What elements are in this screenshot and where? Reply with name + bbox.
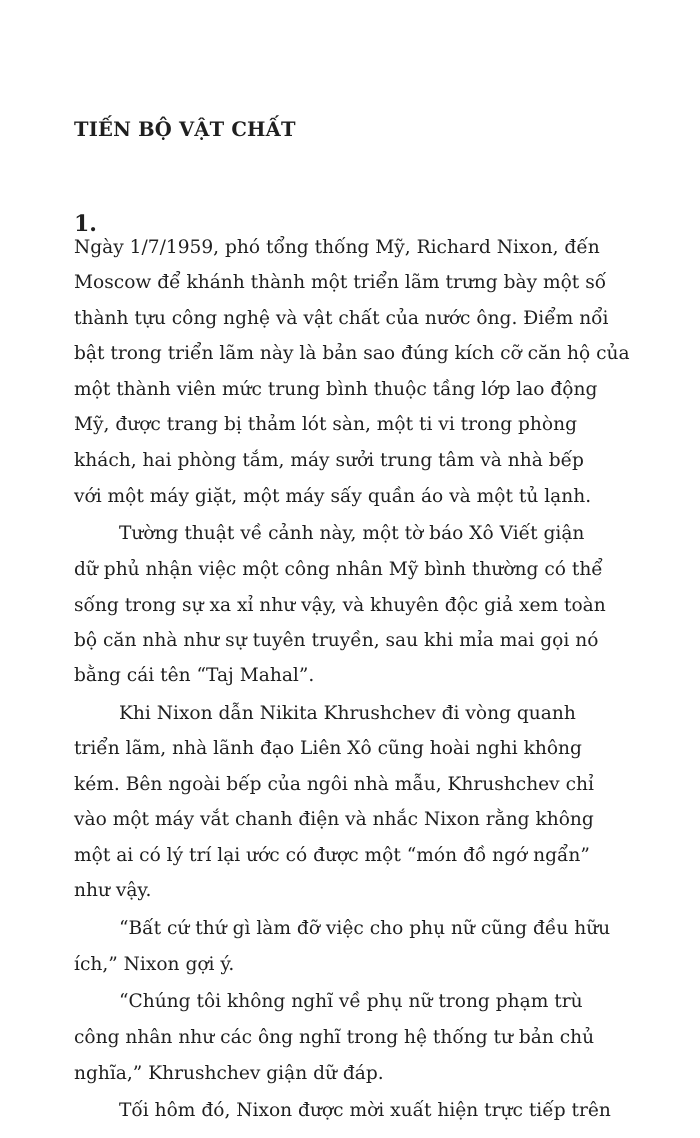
text-line: Tường thuật về cảnh này, một tờ báo Xô Viết giận [119, 523, 585, 544]
text-line: bật trong triển lãm này là bản sao đúng kích cỡ căn hộ của [74, 343, 630, 364]
text-line: sống trong sự xa xỉ như vậy, và khuyên độc giả xem toàn [74, 595, 606, 616]
text-line: thành tựu công nghệ và vật chất của nước ông. Điểm nổi [74, 308, 609, 329]
text-line: vào một máy vắt chanh điện và nhắc Nixon rằng không [74, 809, 594, 830]
text-line: Khi Nixon dẫn Nikita Khrushchev đi vòng quanh [119, 703, 576, 724]
chapter-heading: TIẾN BỘ VẬT CHẤT [74, 118, 296, 141]
text-line: một ai có lý trí lại ước có được một “món đồ ngớ ngẩn” [74, 845, 590, 866]
text-line: “Chúng tôi không nghĩ về phụ nữ trong phạm trù [119, 991, 583, 1012]
text-line: Tối hôm đó, Nixon được mời xuất hiện trực tiếp trên [119, 1100, 611, 1121]
text-line: một thành viên mức trung bình thuộc tầng lớp lao động [74, 379, 598, 400]
text-line: ích,” Nixon gợi ý. [74, 954, 235, 975]
text-line: khách, hai phòng tắm, máy sưởi trung tâm và nhà bếp [74, 450, 584, 471]
section-number: 1. [74, 211, 97, 237]
text-line: dữ phủ nhận việc một công nhân Mỹ bình thường có thể [74, 559, 603, 580]
text-line: bằng cái tên “Taj Mahal”. [74, 665, 315, 686]
text-line: Ngày 1/7/1959, phó tổng thống Mỹ, Richard Nixon, đến [74, 237, 600, 258]
text-line: nghĩa,” Khrushchev giận dữ đáp. [74, 1063, 384, 1084]
text-line: công nhân như các ông nghĩ trong hệ thống tư bản chủ [74, 1027, 595, 1048]
text-line: Mỹ, được trang bị thảm lót sàn, một ti vi trong phòng [74, 414, 577, 435]
text-line: kém. Bên ngoài bếp của ngôi nhà mẫu, Khrushchev chỉ [74, 774, 594, 795]
text-line: triển lãm, nhà lãnh đạo Liên Xô cũng hoài nghi không [74, 738, 582, 759]
text-line: như vậy. [74, 880, 152, 901]
text-line: với một máy giặt, một máy sấy quần áo và một tủ lạnh. [74, 486, 592, 507]
text-line: Moscow để khánh thành một triển lãm trưng bày một số [74, 272, 607, 293]
text-line: bộ căn nhà như sự tuyên truyền, sau khi mỉa mai gọi nó [74, 630, 599, 651]
text-line: “Bất cứ thứ gì làm đỡ việc cho phụ nữ cũng đều hữu [119, 918, 611, 939]
